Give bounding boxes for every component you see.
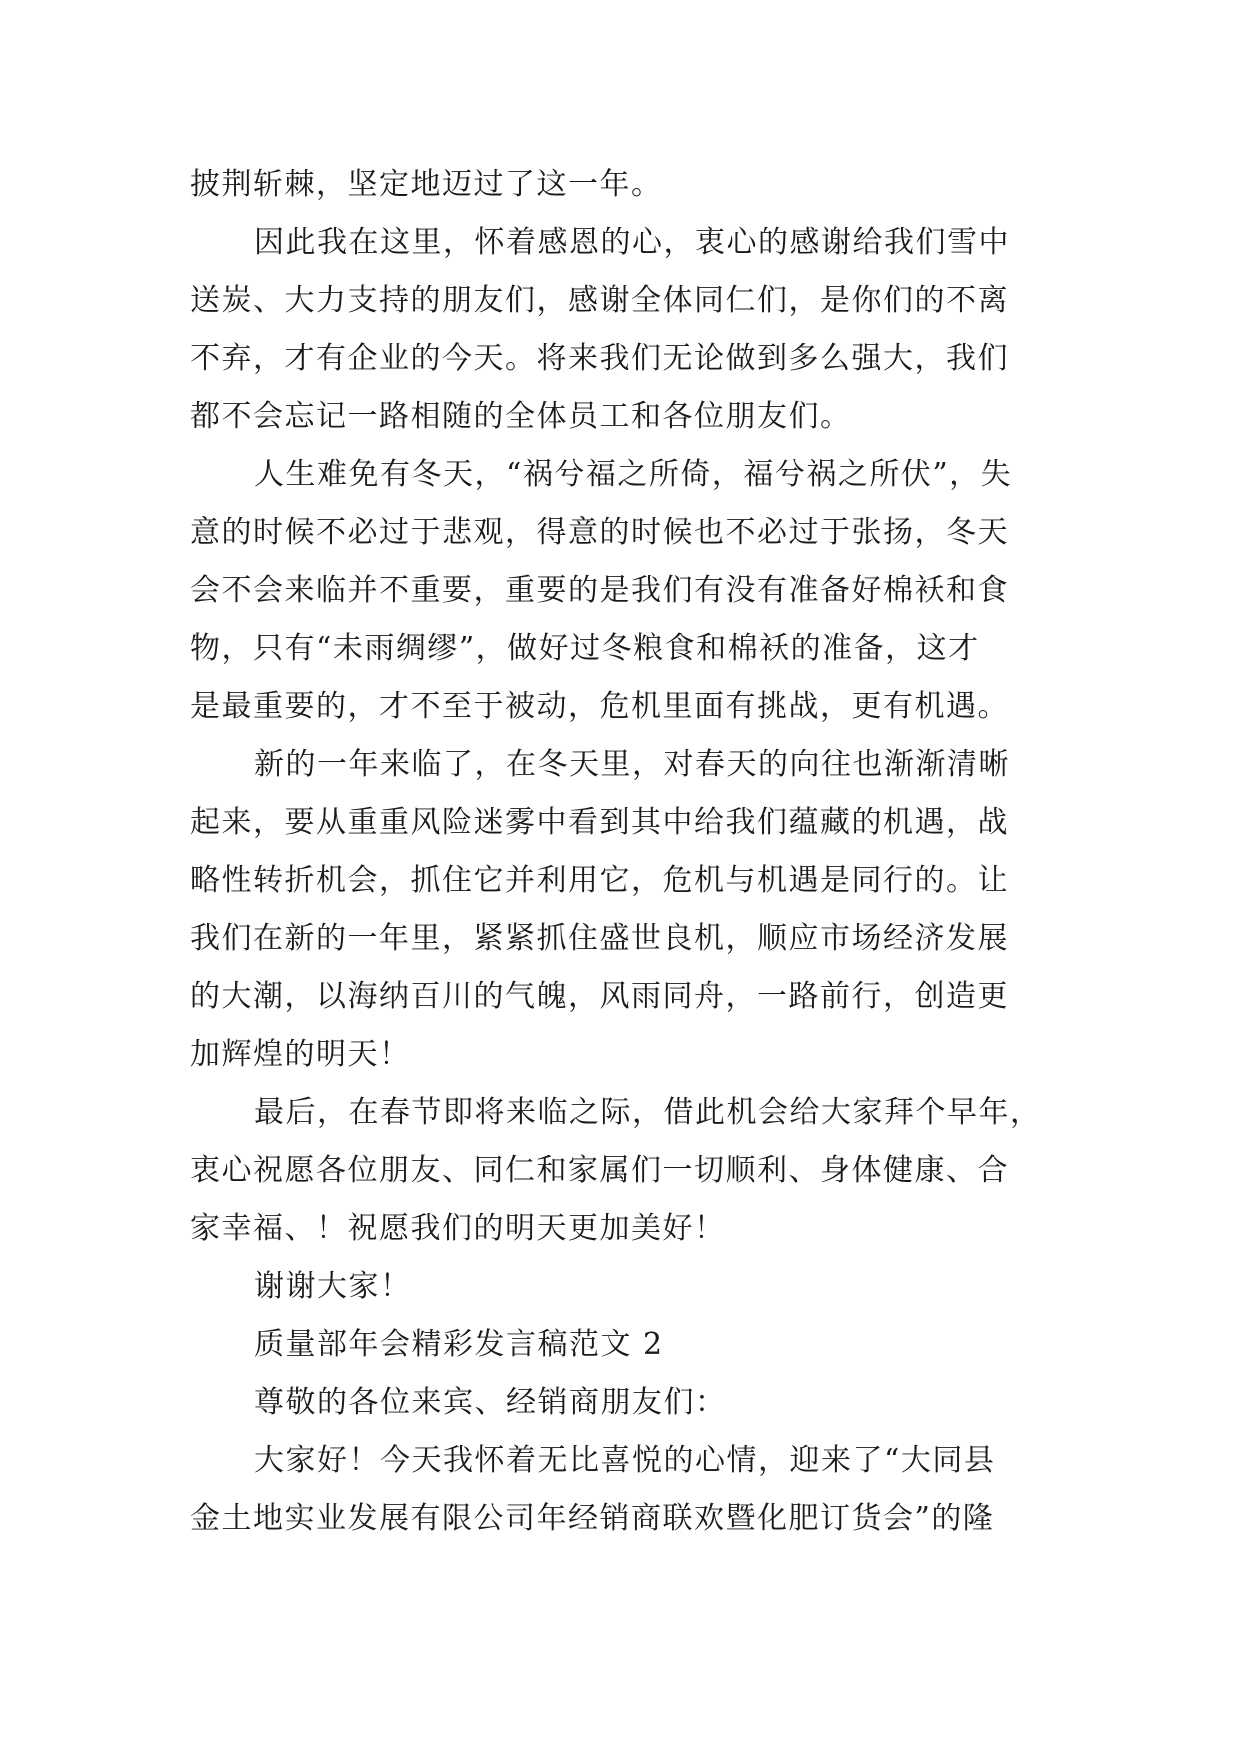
text-line: 人生难免有冬天，“祸兮福之所倚，福兮祸之所伏”，失 xyxy=(254,457,1013,492)
text-line: 送炭、大力支持的朋友们，感谢全体同仁们，是你们的不离 xyxy=(190,283,1009,318)
text-line: 家幸福、！祝愿我们的明天更加美好！ xyxy=(190,1211,726,1246)
text-line: 尊敬的各位来宾、经销商朋友们： xyxy=(254,1385,727,1420)
text-line: 衷心祝愿各位朋友、同仁和家属们一切顺利、身体健康、合 xyxy=(190,1153,1009,1188)
text-line: 略性转折机会，抓住它并利用它，危机与机遇是同行的。让 xyxy=(190,863,1009,898)
text-line: 我们在新的一年里，紧紧抓住盛世良机，顺应市场经济发展 xyxy=(190,921,1009,956)
section-heading: 质量部年会精彩发言稿范文 2 xyxy=(254,1327,664,1362)
text-line: 披荆斩棘，坚定地迈过了这一年。 xyxy=(190,167,663,202)
text-line: 因此我在这里，怀着感恩的心，衷心的感谢给我们雪中 xyxy=(254,225,1010,260)
text-line: 的大潮，以海纳百川的气魄，风雨同舟，一路前行，创造更 xyxy=(190,979,1009,1014)
text-line: 意的时候不必过于悲观，得意的时候也不必过于张扬，冬天 xyxy=(190,515,1009,550)
text-line: 大家好！今天我怀着无比喜悦的心情，迎来了“大同县 xyxy=(254,1443,996,1478)
text-line: 物，只有“未雨绸缪”，做好过冬粮食和棉袄的准备，这才 xyxy=(190,631,980,666)
text-line: 不弃，才有企业的今天。将来我们无论做到多么强大，我们 xyxy=(190,341,1009,376)
document-body xyxy=(190,156,1070,1548)
text-line: 最后，在春节即将来临之际，借此机会给大家拜个早年， xyxy=(254,1095,1042,1130)
text-line: 新的一年来临了，在冬天里，对春天的向往也渐渐清晰 xyxy=(254,747,1010,782)
text-line: 起来，要从重重风险迷雾中看到其中给我们蕴藏的机遇，战 xyxy=(190,805,1009,840)
text-line: 加辉煌的明天！ xyxy=(190,1037,411,1072)
text-line: 会不会来临并不重要，重要的是我们有没有准备好棉袄和食 xyxy=(190,573,1009,608)
text-line: 金土地实业发展有限公司年经销商联欢暨化肥订货会”的隆 xyxy=(190,1501,995,1536)
text-line: 谢谢大家！ xyxy=(254,1269,412,1304)
text-line: 是最重要的，才不至于被动，危机里面有挑战，更有机遇。 xyxy=(190,689,1009,724)
text-line: 都不会忘记一路相随的全体员工和各位朋友们。 xyxy=(190,399,852,434)
